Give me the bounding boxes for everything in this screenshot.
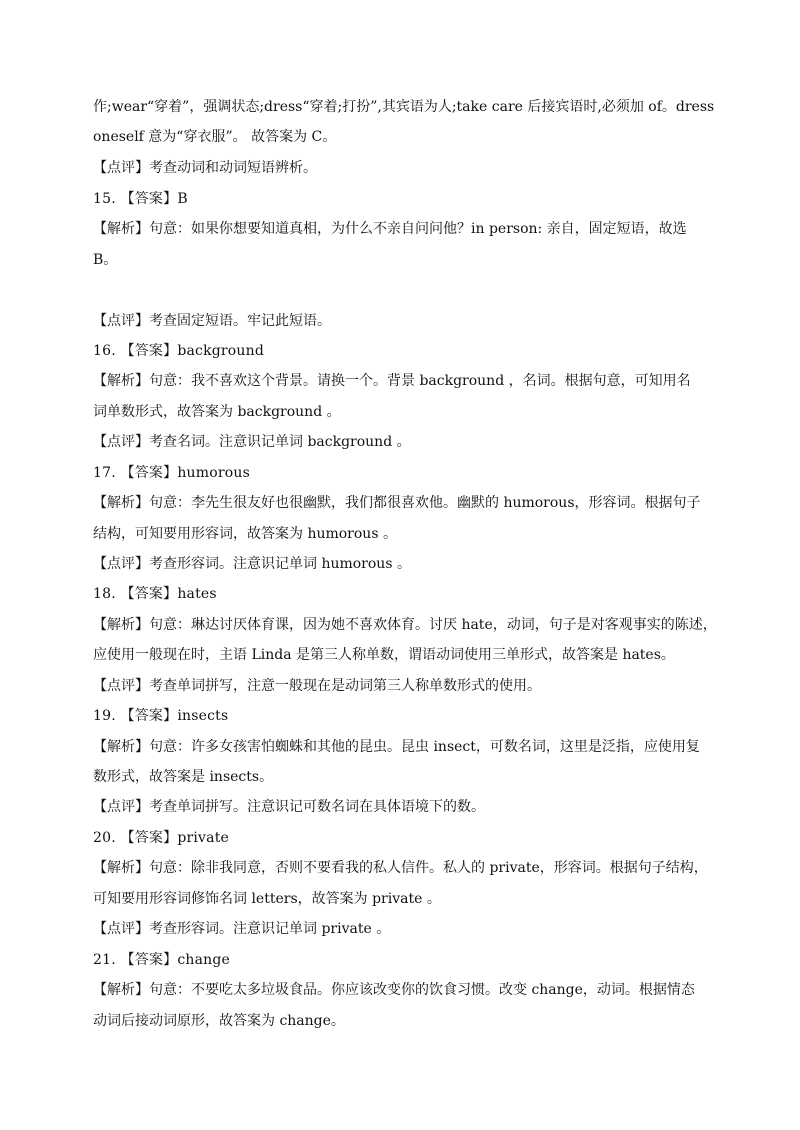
comment-line: 【点评】考查动词和动词短语辨析。 — [93, 160, 317, 176]
analysis-line: 【解析】句意：如果你想要知道真相，为什么不亲自问问他？in person: 亲自，固定短语，故选 — [93, 221, 687, 237]
analysis-line: B。 — [93, 252, 118, 268]
analysis-line: 结构，可知要用形容词，故答案为 humorous 。 — [93, 526, 397, 542]
answer-heading-21: 21. 【答案】change — [93, 952, 230, 968]
analysis-line: 数形式，故答案是 insects。 — [93, 769, 274, 785]
comment-line: 【点评】考查单词拼写，注意一般现在是动词第三人称单数形式的使用。 — [93, 678, 541, 694]
answer-heading-17: 17. 【答案】humorous — [93, 465, 250, 481]
answer-heading-16: 16. 【答案】background — [93, 343, 265, 359]
answer-heading-20: 20. 【答案】private — [93, 830, 230, 846]
analysis-line: 【解析】句意：许多女孩害怕蜘蛛和其他的昆虫。昆虫 insect，可数名词，这里是泛指，应使用复 — [93, 739, 700, 755]
analysis-line: 词单数形式，故答案为 background 。 — [93, 404, 341, 420]
analysis-line: 应使用一般现在时，主语 Linda 是第三人称单数，谓语动词使用三单形式，故答案是 hates。 — [93, 647, 675, 663]
analysis-line: 可知要用形容词修饰名词 letters，故答案为 private 。 — [93, 891, 441, 907]
text-line: oneself 意为“穿衣服”。 故答案为 C。 — [93, 129, 337, 145]
text-line: 作;wear“穿着”，强调状态;dress“穿着;打扮”,其宾语为人;take care 后接宾语时,必须加 of。dress — [93, 99, 715, 115]
analysis-line: 【解析】句意：除非我同意，否则不要看我的私人信件。私人的 private，形容词。根据句子结构， — [93, 860, 708, 876]
comment-line: 【点评】考查形容词。注意识记单词 private 。 — [93, 921, 391, 937]
analysis-line: 【解析】句意：李先生很友好也很幽默，我们都很喜欢他。幽默的 humorous，形容词。根据句子 — [93, 495, 701, 511]
comment-line: 【点评】考查单词拼写。注意识记可数名词在具体语境下的数。 — [93, 799, 485, 815]
analysis-line: 【解析】句意：我不喜欢这个背景。请换一个。背景 background ，名词。根据句意，可知用名 — [93, 373, 691, 389]
comment-line: 【点评】考查固定短语。牢记此短语。 — [93, 313, 331, 329]
comment-line: 【点评】考查形容词。注意识记单词 humorous 。 — [93, 556, 411, 572]
answer-heading-18: 18. 【答案】hates — [93, 586, 217, 602]
answer-heading-15: 15. 【答案】B — [93, 191, 188, 207]
analysis-line: 【解析】句意：琳达讨厌体育课，因为她不喜欢体育。讨厌 hate，动词，句子是对客观事实的陈述， — [93, 617, 717, 633]
comment-line: 【点评】考查名词。注意识记单词 background 。 — [93, 434, 411, 450]
analysis-line: 动词后接动词原形，故答案为 change。 — [93, 1013, 345, 1029]
answer-heading-19: 19. 【答案】insects — [93, 708, 229, 724]
analysis-line: 【解析】句意：不要吃太多垃圾食品。你应该改变你的饮食习惯。改变 change，动词。根据情态 — [93, 982, 695, 998]
